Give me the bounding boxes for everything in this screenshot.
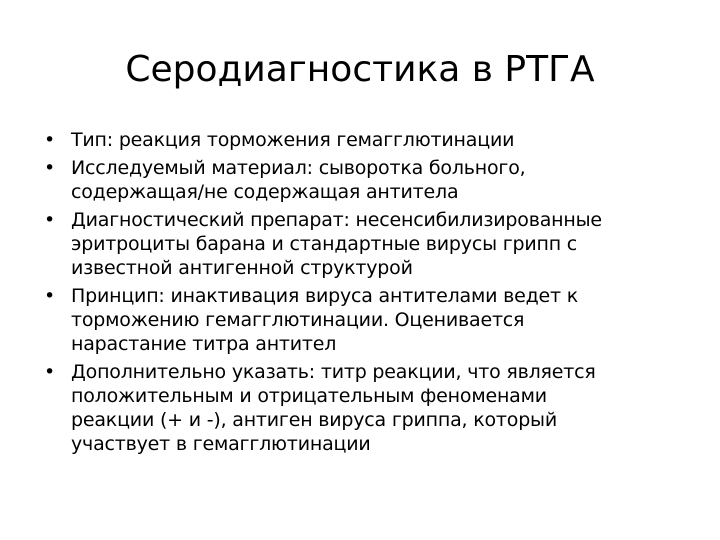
bullet-icon: • xyxy=(44,209,56,231)
bullet-icon: • xyxy=(44,285,56,307)
bullet-text-line: эритроциты барана и стандартные вирусы грипп с xyxy=(71,233,578,255)
list-item xyxy=(44,284,684,356)
bullet-text-line: реакции (+ и -), антиген вируса гриппа, который xyxy=(71,409,558,431)
bullet-list xyxy=(44,128,684,460)
bullet-icon: • xyxy=(44,361,56,383)
bullet-text-line: известной антигенной структурой xyxy=(71,257,413,279)
bullet-text-line: участвует в гемагглютинации xyxy=(71,433,371,455)
bullet-text-line: нарастание титра антител xyxy=(71,333,337,355)
list-item xyxy=(44,208,684,280)
bullet-text-line: положительным и отрицательным феноменами xyxy=(71,385,547,407)
bullet-text-line: Тип: реакция торможения гемагглютинации xyxy=(71,129,515,151)
bullet-text-line: Исследуемый материал: сыворотка больного, xyxy=(71,157,526,179)
list-item xyxy=(44,128,684,152)
slide-title: Серодиагностика в РТГА xyxy=(125,49,595,90)
list-item xyxy=(44,156,684,204)
bullet-icon: • xyxy=(44,157,56,179)
bullet-text-line: содержащая/не содержащая антитела xyxy=(71,181,459,203)
bullet-text-line: торможению гемагглютинации. Оценивается xyxy=(71,309,525,331)
bullet-text-line: Принцип: инактивация вируса антителами ведет к xyxy=(71,285,578,307)
bullet-text-line: Диагностический препарат: несенсибилизированные xyxy=(71,209,602,231)
list-item xyxy=(44,360,684,456)
bullet-text-line: Дополнительно указать: титр реакции, что является xyxy=(71,361,596,383)
bullet-icon: • xyxy=(44,129,56,151)
